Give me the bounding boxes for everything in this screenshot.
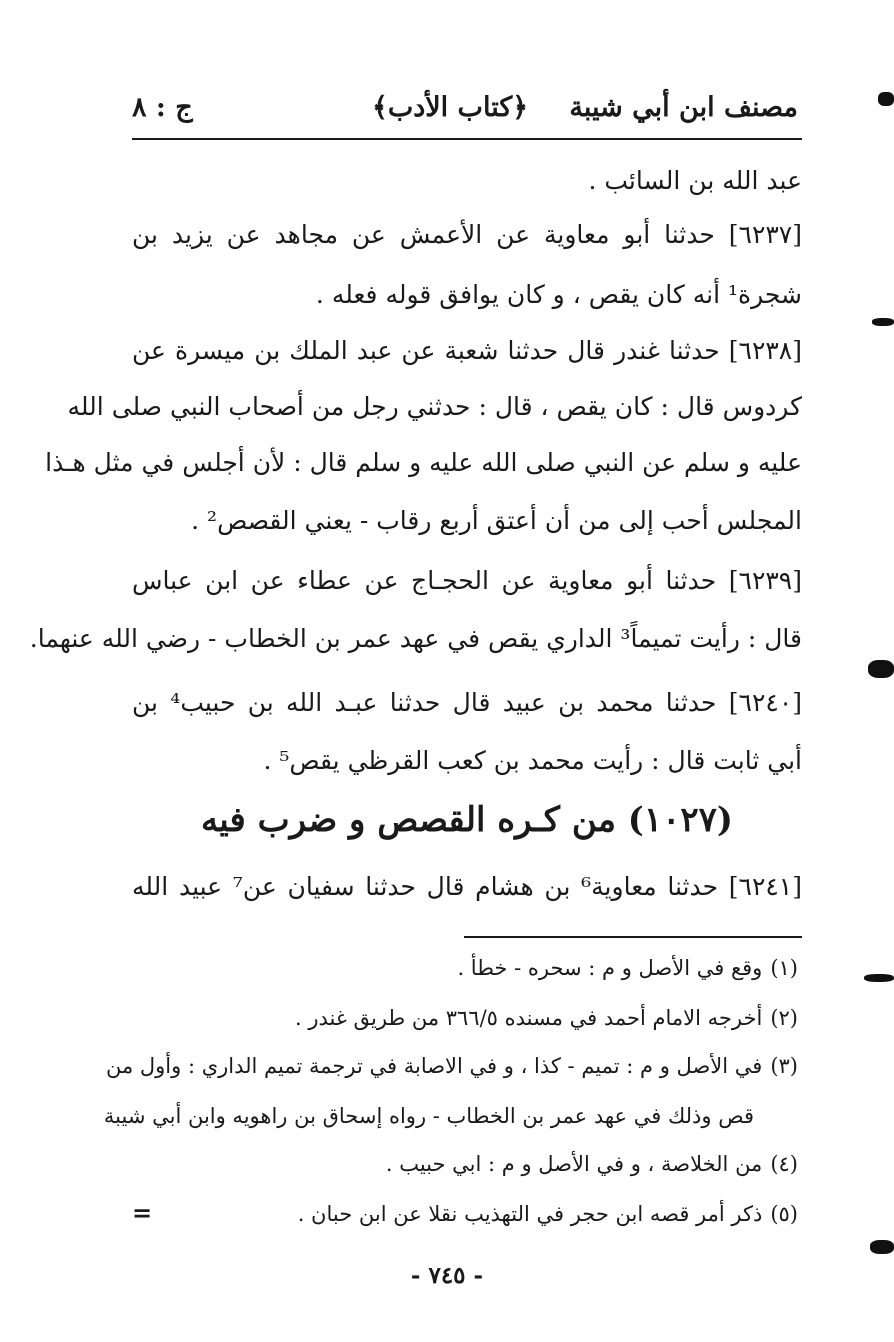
- footnote-number: (٥): [770, 1202, 798, 1226]
- scan-edge-mark: [872, 318, 894, 326]
- footnote-3: [106, 1054, 798, 1078]
- body-line: [٦٢٤١] حدثنا معاوية⁶ بن هشام قال حدثنا سفيان عن⁷ عبيد الله: [132, 872, 802, 901]
- footnote-3-continuation: [104, 1104, 754, 1128]
- footnote-text: من الخلاصة ، و في الأصل و م : ابي حبيب .: [385, 1152, 763, 1176]
- body-line: [٦٢٣٧] حدثنا أبو معاوية عن الأعمش عن مجاهد عن يزيد بن: [132, 220, 802, 249]
- footnote-text: قص وذلك في عهد عمر بن الخطاب - رواه إسحاق بن راهويه وابن أبي شيبة: [103, 1104, 754, 1128]
- body-line: عبد الله بن السائب .: [588, 166, 802, 195]
- footnote-5: [298, 1202, 798, 1226]
- footnote-number: (٣): [770, 1054, 798, 1078]
- body-line: [٦٢٣٨] حدثنا غندر قال حدثنا شعبة عن عبد الملك بن ميسرة عن: [132, 336, 802, 365]
- header-section-title: ﴿كتاب الأدب﴾: [372, 92, 529, 123]
- scan-edge-mark: [878, 92, 894, 106]
- body-line: شجرة¹ أنه كان يقص ، و كان يوافق قوله فعله .: [315, 280, 802, 309]
- footnote-text: وقع في الأصل و م : سحره - خطأ .: [457, 956, 763, 980]
- header-volume: ج : ٨: [132, 92, 193, 123]
- body-line: [٦٢٣٩] حدثنا أبو معاوية عن الحجـاج عن عطاء عن ابن عباس: [132, 566, 802, 595]
- scan-edge-mark: [864, 974, 894, 982]
- header-book-title: مصنف ابن أبي شيبة: [569, 92, 798, 123]
- footnote-number: (١): [770, 956, 798, 980]
- page-number: - ٧٤٥ -: [410, 1262, 484, 1289]
- footnote-text: في الأصل و م : تميم - كذا ، و في الاصابة في ترجمة تميم الداري : وأول من: [105, 1054, 763, 1078]
- footnote-1: [457, 956, 798, 980]
- chapter-heading: (١٠٢٧) من كـره القصص و ضرب فيه: [200, 800, 733, 840]
- footnote-2: [295, 1006, 798, 1030]
- footnote-rule: [464, 936, 802, 938]
- body-line: المجلس أحب إلى من أن أعتق أربع رقاب - يعني القصص² .: [191, 506, 802, 535]
- scan-edge-mark: [870, 1240, 894, 1254]
- footnote-number: (٤): [770, 1152, 798, 1176]
- continuation-mark: =: [132, 1198, 153, 1227]
- body-line: كردوس قال : كان يقص ، قال : حدثني رجل من أصحاب النبي صلى الله: [67, 392, 802, 421]
- scan-edge-mark: [868, 660, 894, 678]
- footnote-4: [386, 1152, 798, 1176]
- footnote-number: (٢): [770, 1006, 798, 1030]
- header-rule: [132, 138, 802, 140]
- body-line: [٦٢٤٠] حدثنا محمد بن عبيد قال حدثنا عبـد الله بن حبيب⁴ بن: [132, 688, 803, 717]
- body-line: أبي ثابت قال : رأيت محمد بن كعب القرظي يقص⁵ .: [263, 746, 802, 775]
- footnote-text: أخرجه الامام أحمد في مسنده ٣٦٦/٥ من طريق غندر .: [294, 1006, 763, 1030]
- body-line: عليه و سلم عن النبي صلى الله عليه و سلم قال : لأن أجلس في مثل هـذا: [45, 448, 802, 477]
- body-line: قال : رأيت تميماً³ الداري يقص في عهد عمر بن الخطاب - رضي الله عنهما.: [29, 624, 802, 653]
- footnote-text: ذكر أمر قصه ابن حجر في التهذيب نقلا عن ابن حبان .: [297, 1202, 763, 1226]
